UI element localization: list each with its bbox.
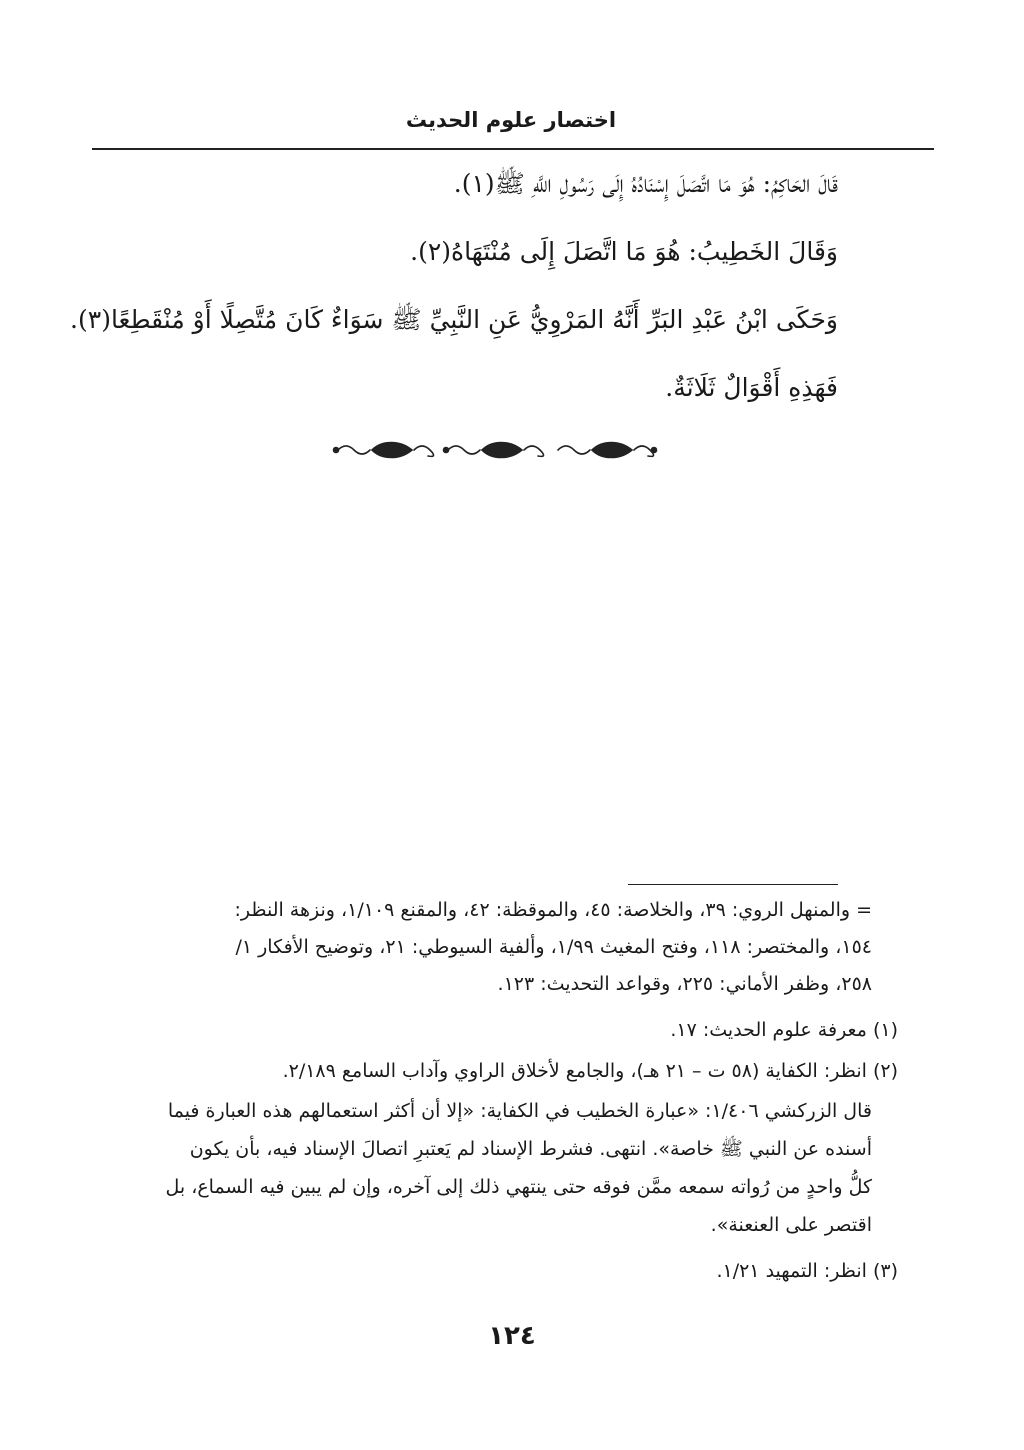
- body-line: وَقَالَ الخَطِيبُ: هُوَ مَا اتَّصَلَ إِلَى مُنْتَهَاهُ(٢).: [410, 237, 838, 266]
- body-line: قَالَ الحَاكِمُ: هُوَ مَا اتَّصَلَ إِسْنَادُهُ إِلَى رَسُولِ اللَّهِ ﷺ(١).: [453, 169, 838, 198]
- footnote-separator-rule: [628, 884, 838, 885]
- section-divider-ornament: [330, 430, 660, 470]
- footnote-line: ١٥٤، والمختصر: ١١٨، وفتح المغيث ١/٩٩، وألفية السيوطي: ٢١، وتوضيح الأفكار ١/: [235, 936, 872, 958]
- footnote-line: = والمنهل الروي: ٣٩، والخلاصة: ٤٥، والموقظة: ٤٢، والمقنع ١/١٠٩، ونزهة النظر:: [234, 899, 872, 921]
- body-line: فَهَذِهِ أَقْوَالٌ ثَلَاثَةٌ.: [665, 373, 838, 402]
- page-number: ١٢٤: [488, 1321, 536, 1351]
- ornament-segment: [334, 443, 434, 458]
- footnote-line: ٢٥٨، وظفر الأماني: ٢٢٥، وقواعد التحديث: ١٢٣.: [497, 973, 872, 995]
- footnote-line: اقتصر على العنعنة».: [710, 1214, 872, 1236]
- footnote-line: (٢) انظر: الكفاية (٥٨ ت – ٢١ هـ)، والجامع لأخلاق الراوي وآداب السامع ٢/١٨٩.: [282, 1060, 898, 1082]
- footnote-line: (٣) انظر: التمهيد ١/٢١.: [716, 1260, 898, 1282]
- body-line: وَحَكَى ابْنُ عَبْدِ البَرِّ أَنَّهُ المَرْوِيُّ عَنِ النَّبِيِّ ﷺ سَوَاءٌ كَانَ مُتَّصِلًا أَوْ مُنْقَطِعًا(٣).: [70, 305, 838, 334]
- header-rule: [92, 148, 934, 150]
- footnote-line: أسنده عن النبي ﷺ خاصة». انتهى. فشرط الإسناد لم يَعتبرِ اتصالَ الإسناد فيه، بأن يكون: [189, 1138, 872, 1160]
- ornament-segment: [558, 443, 657, 458]
- footnote-line: كلُّ واحدٍ من رُواته سمعه ممَّن فوقه حتى ينتهي ذلك إلى آخره، وإن لم يبين فيه السماع، بل: [165, 1176, 872, 1198]
- running-header-title: اختصار علوم الحديث: [405, 108, 617, 132]
- footnote-line: قال الزركشي ١/٤٠٦: «عبارة الخطيب في الكفاية: «إلا أن أكثر استعمالهم هذه العبارة فيما: [167, 1100, 872, 1122]
- footnote-line: (١) معرفة علوم الحديث: ١٧.: [670, 1019, 898, 1041]
- ornament-segment: [444, 443, 544, 458]
